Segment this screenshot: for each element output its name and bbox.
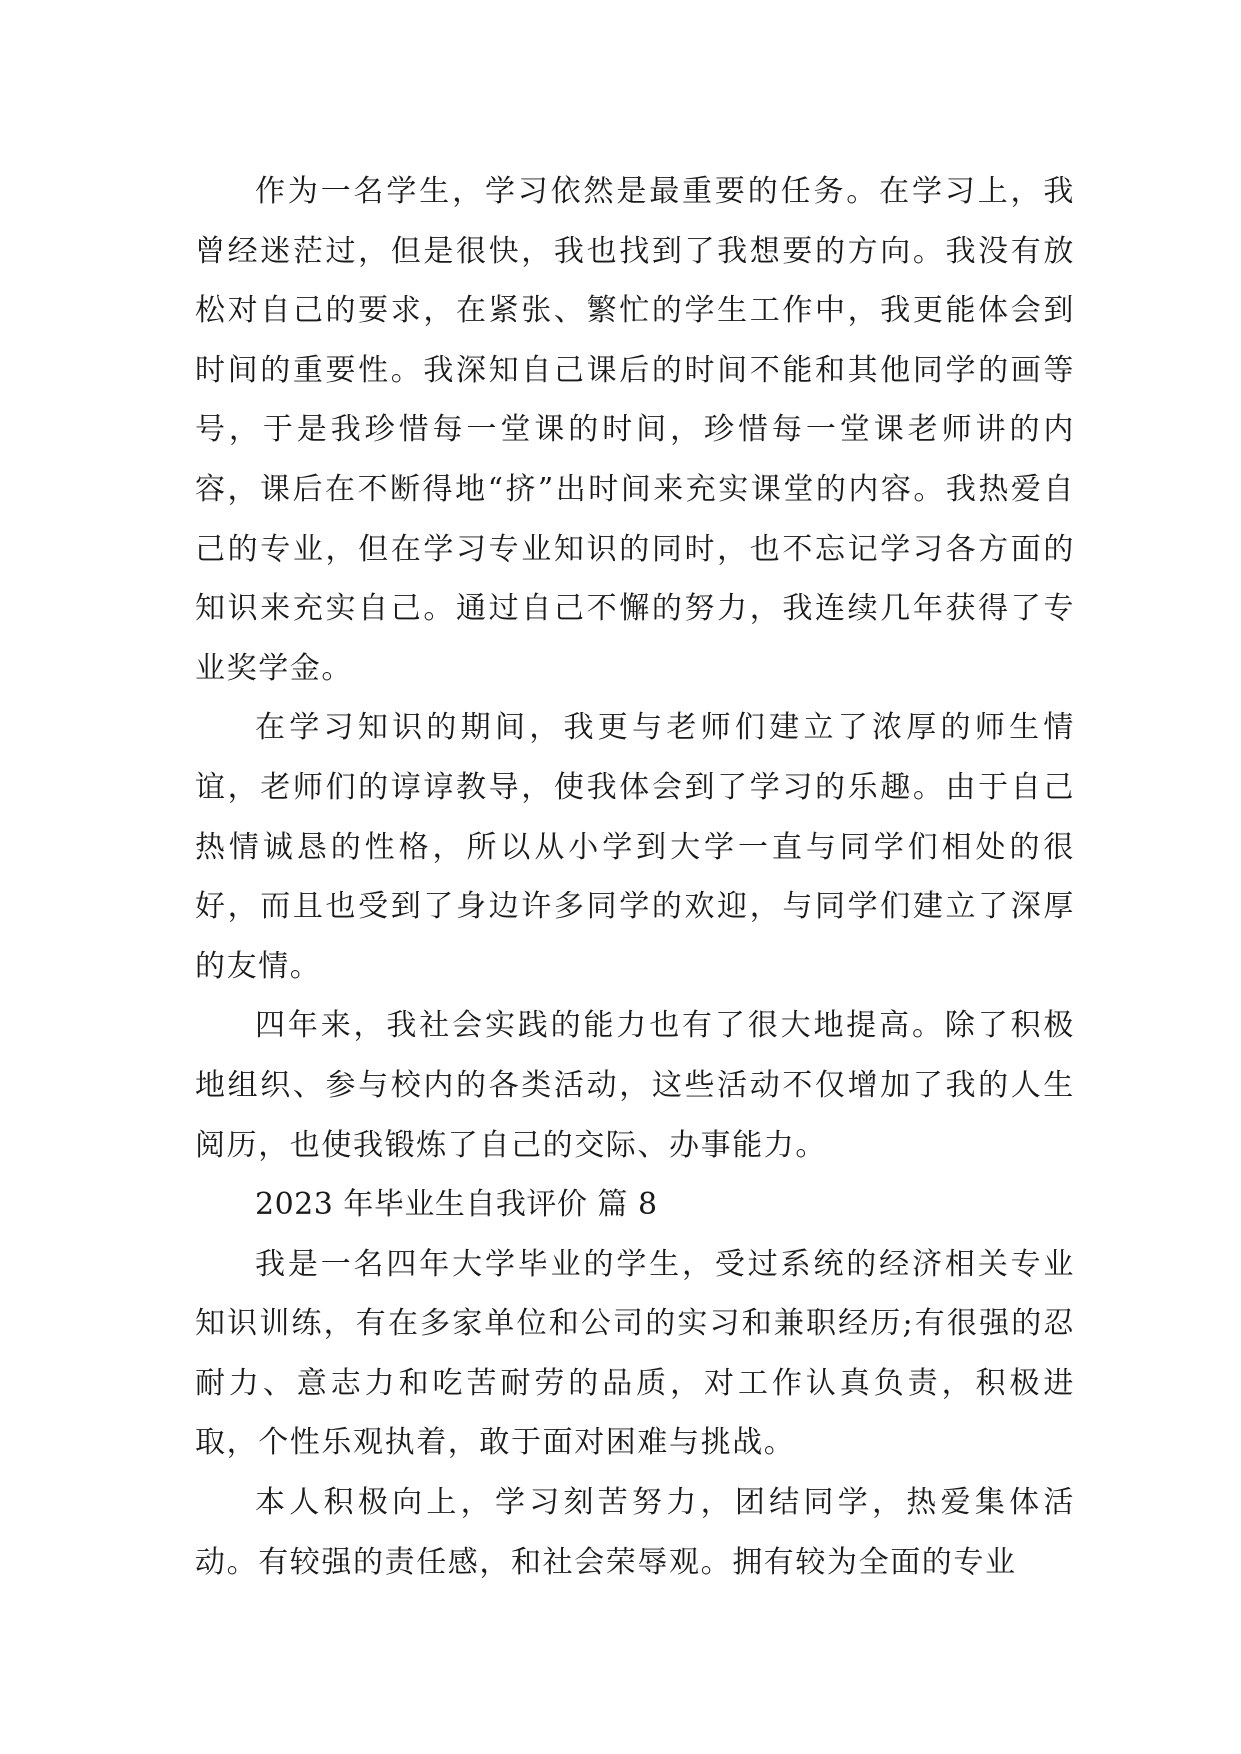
paragraph-attitude: 本人积极向上，学习刻苦努力，团结同学，热爱集体活动。有较强的责任感，和社会荣辱观。拥有较为全面的专业 [195,1485,1075,1580]
paragraph-study: 作为一名学生，学习依然是最重要的任务。在学习上，我曾经迷茫过，但是很快，我也找到了我想要的方向。我没有放松对自己的要求，在紧张、繁忙的学生工作中，我更能体会到时间的重要性。我深知自己课后的时间不能和其他同学的画等号，于是我珍惜每一堂课的时间，珍惜每一堂课老师讲的内容，课后在不断得地“挤”出时间来充实课堂的内容。我热爱自己的专业，但在学习专业知识的同时，也不忘记学习各方面的知识来充实自己。通过自己不懈的努力，我连续几年获得了专业奖学金。 [195,174,1075,686]
paragraph-self-intro: 我是一名四年大学毕业的学生，受过系统的经济相关专业知识训练，有在多家单位和公司的实习和兼职经历;有很强的忍耐力、意志力和吃苦耐劳的品质，对工作认真负责，积极进取，个性乐观执着，敢于面对困难与挑战。 [195,1246,1075,1461]
paragraph-teachers: 在学习知识的期间，我更与老师们建立了浓厚的师生情谊，老师们的谆谆教导，使我体会到了学习的乐趣。由于自己热情诚恳的性格，所以从小学到大学一直与同学们相处的很好，而且也受到了身边许多同学的欢迎，与同学们建立了深厚的友情。 [195,710,1075,984]
paragraph-practice: 四年来，我社会实践的能力也有了很大地提高。除了积极地组织、参与校内的各类活动，这些活动不仅增加了我的人生阅历，也使我锻炼了自己的交际、办事能力。 [195,1008,1075,1163]
section-heading: 2023 年毕业生自我评价 篇 8 [255,1187,658,1223]
document-body [195,162,1075,1592]
